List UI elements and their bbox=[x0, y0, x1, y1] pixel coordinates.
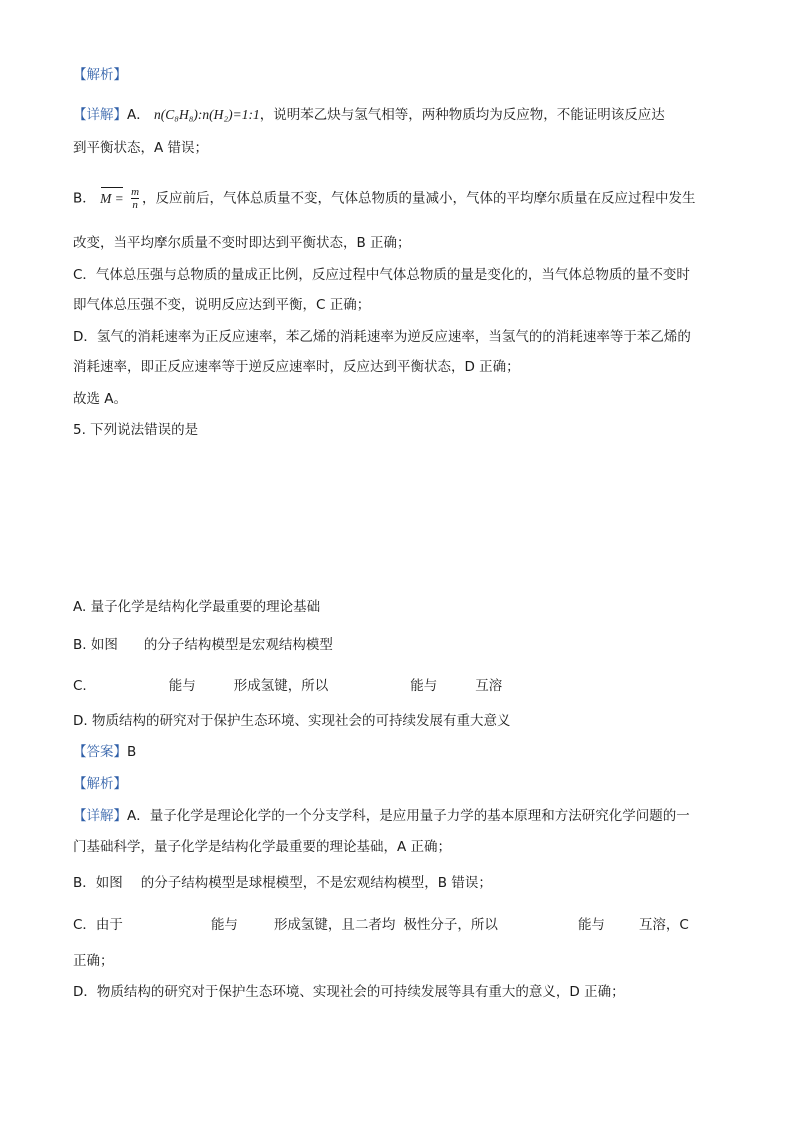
option-c-part3: 能与 bbox=[410, 678, 438, 694]
detail-a-line bbox=[73, 807, 690, 825]
option-b bbox=[73, 636, 333, 654]
option-a: A. 量子化学是结构化学最重要的理论基础 bbox=[73, 599, 321, 615]
detail-a-cont: 到平衡状态，A 错误； bbox=[73, 140, 209, 156]
detail-c-part5: 互溶，C bbox=[638, 917, 689, 933]
answer-label: 【答案】 bbox=[73, 744, 127, 760]
detail-c-line bbox=[73, 916, 689, 934]
detail-c-part2: 形成氢键，且二者均 bbox=[273, 917, 396, 933]
fraction-denominator: n bbox=[132, 199, 138, 211]
option-c-part2: 形成氢键，所以 bbox=[233, 678, 329, 694]
question-stem: 5. 下列说法错误的是 bbox=[73, 422, 199, 438]
detail-d-line: D．物质结构的研究对于保护生态环境、实现社会的可持续发展等具有重大的意义，D 正确； bbox=[73, 984, 625, 1000]
option-c-part1: 能与 bbox=[168, 678, 196, 694]
final-choice: 故选 A。 bbox=[73, 391, 128, 407]
molar-mass-symbol: M = bbox=[100, 190, 124, 206]
detail-c-pre: C．由于 bbox=[73, 917, 123, 933]
detail-c-part4: 能与 bbox=[577, 917, 605, 933]
option-c bbox=[73, 677, 502, 695]
option-d: D. 物质结构的研究对于保护生态环境、实现社会的可持续发展有重大意义 bbox=[73, 713, 511, 729]
detail-label: 【详解】 bbox=[73, 107, 127, 123]
detail-c-line: C．气体总压强与总物质的量成正比例，反应过程中气体总物质的量是变化的，当气体总物质的量不变时 bbox=[73, 267, 690, 283]
option-b-pre: B. 如图 bbox=[73, 637, 118, 653]
detail-c-cont: 正确； bbox=[73, 953, 114, 969]
detail-b-post: 的分子结构模型是球棍模型，不是宏观结构模型，B 错误； bbox=[140, 875, 492, 891]
option-a-prefix: A． bbox=[127, 107, 150, 123]
detail-c-cont: 即气体总压强不变，说明反应达到平衡，C 正确； bbox=[73, 297, 371, 313]
molar-mass-fraction bbox=[131, 186, 139, 211]
detail-label: 【详解】 bbox=[73, 808, 127, 824]
detail-a-text: ，说明苯乙炔与氢气相等，两种物质均为反应物，不能证明该反应达 bbox=[259, 107, 665, 123]
option-c-part4: 互溶 bbox=[475, 678, 503, 694]
detail-a-text: A．量子化学是理论化学的一个分支学科，是应用量子力学的基本原理和方法研究化学问题的一 bbox=[127, 808, 690, 824]
detail-b-text: ，反应前后，气体总质量不变，气体总物质的量减小，气体的平均摩尔质量在反应过程中发生 bbox=[142, 190, 696, 207]
detail-c-part3: 极性分子，所以 bbox=[403, 917, 498, 933]
option-b-prefix: B． bbox=[73, 190, 96, 207]
detail-c-part1: 能与 bbox=[210, 917, 238, 933]
answer-value: B bbox=[127, 744, 137, 760]
option-c-label: C. bbox=[73, 678, 87, 694]
detail-b-pre: B．如图 bbox=[73, 875, 123, 891]
mole-ratio-formula: n(C₈H₈):n(H₂)=1:1 bbox=[154, 107, 260, 122]
analysis-heading: 【解析】 bbox=[73, 776, 127, 792]
detail-d-cont: 消耗速率，即正反应速率等于逆反应速率时，反应达到平衡状态，D 正确； bbox=[73, 359, 520, 375]
detail-d-line: D．氢气的消耗速率为正反应速率，苯乙烯的消耗速率为逆反应速率，当氢气的的消耗速率等于苯乙烯的 bbox=[73, 329, 691, 345]
option-b-post: 的分子结构模型是宏观结构模型 bbox=[143, 637, 333, 653]
detail-b-line bbox=[73, 874, 492, 892]
detail-a-line bbox=[73, 106, 665, 124]
detail-a-cont: 门基础科学，量子化学是结构化学最重要的理论基础，A 正确； bbox=[73, 839, 452, 855]
analysis-heading: 【解析】 bbox=[73, 67, 127, 83]
fraction-numerator: m bbox=[131, 186, 140, 198]
answer-line bbox=[73, 743, 136, 761]
detail-b-cont: 改变，当平均摩尔质量不变时即达到平衡状态，B 正确； bbox=[73, 235, 411, 251]
detail-b-line bbox=[73, 186, 696, 211]
